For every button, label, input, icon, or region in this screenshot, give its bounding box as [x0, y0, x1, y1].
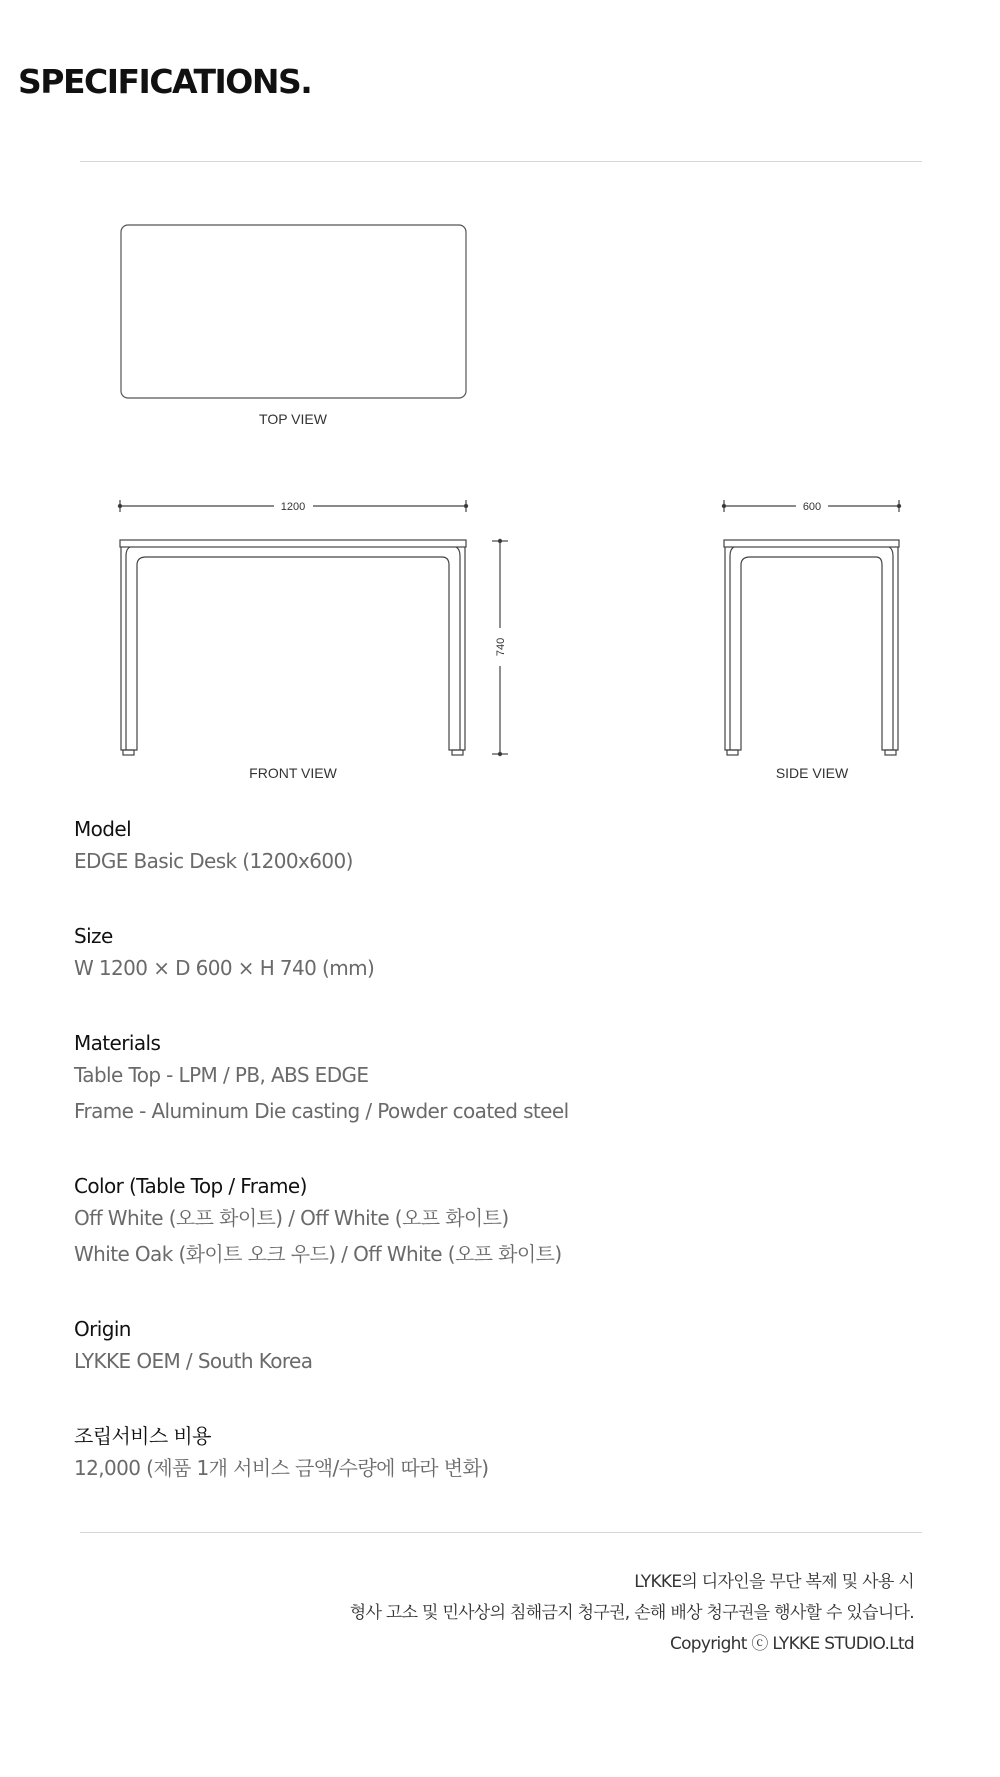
- front-view-label: FRONT VIEW: [249, 765, 337, 781]
- specifications-list: [74, 815, 934, 1529]
- spec-origin: [74, 1315, 934, 1422]
- spec-label: 조립서비스 비용: [74, 1424, 211, 1448]
- spec-value: Table Top - LPM / PB, ABS EDGE: [74, 1063, 369, 1087]
- height-dimension: 740: [495, 637, 507, 657]
- spec-model: [74, 815, 934, 922]
- footer-line: 형사 고소 및 민사상의 침해금지 청구권, 손해 배상 청구권을 행사할 수 있습니다.: [349, 1603, 914, 1623]
- top-view-label: TOP VIEW: [259, 411, 327, 427]
- spec-materials: [74, 1029, 934, 1172]
- side-view-drawing: [722, 500, 900, 755]
- spec-value: Off White (오프 화이트) / Off White (오프 화이트): [74, 1206, 509, 1230]
- spec-value: W 1200 × D 600 × H 740 (mm): [74, 956, 375, 980]
- depth-dimension: 600: [802, 501, 822, 513]
- spec-label: Materials: [74, 1031, 161, 1055]
- side-view-label: SIDE VIEW: [775, 765, 849, 781]
- spec-size: [74, 922, 934, 1029]
- spec-label: Origin: [74, 1317, 131, 1341]
- spec-color: [74, 1172, 934, 1315]
- front-view-drawing: [118, 500, 508, 756]
- footer-copyright: Copyright ⓒ LYKKE STUDIO.Ltd: [669, 1634, 914, 1654]
- top-view-drawing: [121, 225, 466, 398]
- spec-value: 12,000 (제품 1개 서비스 금액/수량에 따라 변화): [74, 1456, 489, 1480]
- footer-line: LYKKE의 디자인을 무단 복제 및 사용 시: [634, 1572, 914, 1592]
- spec-label: Model: [74, 817, 132, 841]
- spec-value: Frame - Aluminum Die casting / Powder coated steel: [74, 1099, 569, 1123]
- spec-value: LYKKE OEM / South Korea: [74, 1349, 313, 1373]
- technical-drawings: [0, 0, 1000, 800]
- spec-label: Color (Table Top / Frame): [74, 1174, 307, 1198]
- spec-label: Size: [74, 924, 113, 948]
- page-title: SPECIFICATIONS.: [18, 62, 312, 101]
- spec-value: White Oak (화이트 오크 우드) / Off White (오프 화이트): [74, 1242, 562, 1266]
- spec-value: EDGE Basic Desk (1200x600): [74, 849, 353, 873]
- copyright-notice: [350, 1567, 914, 1660]
- width-dimension: 1200: [280, 501, 306, 513]
- bottom-divider: [80, 1532, 922, 1533]
- spec-assembly-cost: [74, 1422, 934, 1529]
